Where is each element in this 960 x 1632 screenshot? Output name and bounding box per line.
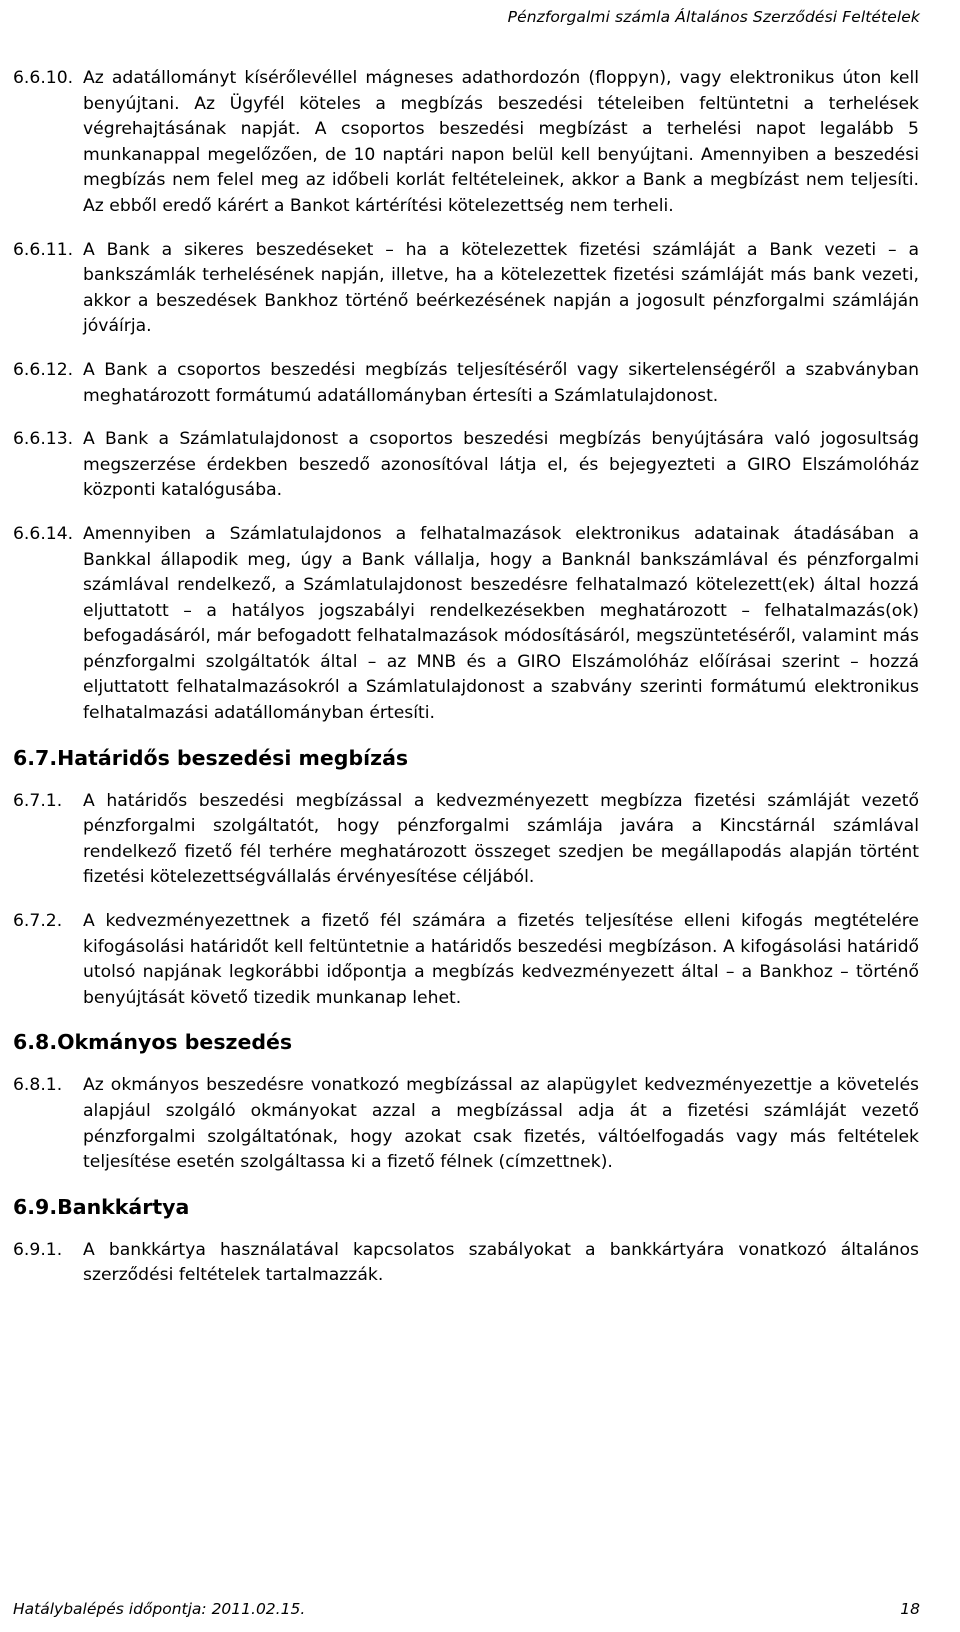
- section-heading: [13, 1194, 919, 1220]
- paragraph-number: 6.7.1.: [13, 790, 63, 811]
- section-heading: [13, 745, 919, 771]
- paragraph-text: A Bank a csoportos beszedési megbízás teljesítéséről vagy sikertelenségéről a szabványban meghatározott formátumú adatállományban értesíti a Számlatulajdonost.: [83, 359, 919, 406]
- paragraph: [13, 1238, 919, 1289]
- heading-number: 6.9.: [13, 1194, 58, 1219]
- paragraph-text: A bankkártya használatával kapcsolatos szabályokat a bankkártyára vonatkozó általános szerződési feltételek tartalmazzák.: [83, 1239, 919, 1286]
- heading-title: Bankkártya: [57, 1194, 190, 1219]
- paragraph: [13, 1073, 919, 1175]
- section-heading: [13, 1029, 919, 1055]
- paragraph-text: Az okmányos beszedésre vonatkozó megbízással az alapügylet kedvezményezettje a követelés alapjául szolgáló okmányokat azzal a megbízással adja át a fizetési számláját vezető pénzforgalmi szolgáltatónak, hogy azokat csak fizetés, váltóelfogadás vagy más feltételek teljesítése esetén szolgáltassa ki a fizető félnek (címzettnek).: [83, 1075, 919, 1173]
- paragraph: [13, 358, 919, 409]
- page-number: 18: [900, 1600, 920, 1618]
- paragraph: [13, 909, 919, 1011]
- heading-number: 6.8.: [13, 1030, 58, 1055]
- effective-date: Hatálybalépés időpontja: 2011.02.15.: [13, 1600, 306, 1618]
- heading-title: Okmányos beszedés: [57, 1030, 293, 1055]
- paragraph-number: 6.6.13.: [13, 429, 74, 450]
- paragraph-number: 6.6.14.: [13, 523, 74, 544]
- paragraph-number: 6.6.10.: [13, 68, 74, 88]
- paragraph-text: A Bank a Számlatulajdonost a csoportos beszedési megbízás benyújtására való jogosultság megszerzése érdekben beszedő azonosítóval látja el, és bejegyezteti a GIRO Elszámolóház központi katalógusába.: [83, 429, 919, 501]
- page-header: Pénzforgalmi számla Általános Szerződési Feltételek: [507, 8, 920, 26]
- paragraph: [13, 66, 919, 220]
- paragraph-number: 6.6.11.: [13, 239, 74, 260]
- paragraph-number: 6.8.1.: [13, 1075, 63, 1096]
- paragraph: [13, 427, 919, 504]
- paragraph: [13, 238, 919, 340]
- paragraph: [13, 789, 919, 891]
- paragraph-text: Az adatállományt kísérőlevéllel mágneses adathordozón (floppyn), vagy elektronikus úton kell benyújtani. Az Ügyfél köteles a megbízás beszedési tételeiben feltüntetni a terhelések végrehajtásának napját. A csoportos beszedési megbízást a terhelési napot legalább 5 munkanappal megelőzően, de 10 naptári napon belül kell benyújtani. Amennyiben a beszedési megbízás nem felel meg az időbeli korlát feltételeinek, akkor a Bank a megbízást nem teljesíti. Az ebből eredő kárért a Bankot kártérítési kötelezettség nem terheli.: [83, 68, 919, 216]
- paragraph-text: A Bank a sikeres beszedéseket – ha a kötelezettek fizetési számláját a Bank vezeti – a bankszámlák terhelésének napján, illetve, ha a kötelezettek fizetési számláját más bank vezeti, akkor a beszedések Bankhoz történő beérkezésének napján a jogosult pénzforgalmi számláján jóváírja.: [83, 239, 919, 337]
- heading-title: Határidős beszedési megbízás: [57, 745, 409, 770]
- paragraph-number: 6.9.1.: [13, 1239, 63, 1260]
- paragraph-number: 6.6.12.: [13, 359, 74, 380]
- paragraph: [13, 522, 919, 727]
- page-footer: [13, 1600, 920, 1618]
- heading-number: 6.7.: [13, 745, 58, 770]
- paragraph-text: Amennyiben a Számlatulajdonos a felhatalmazások elektronikus adatainak átadásában a Bankkal állapodik meg, úgy a Bank vállalja, hogy a Banknál bankszámlával és pénzforgalmi számlával rendelkező, a Számlatulajdonost beszedésre felhatalmazó kötelezett(ek) által hozzá eljuttatott – a hatályos jogszabályi rendelkezésekben meghatározott – felhatalmazás(ok) befogadásáról, már befogadott felhatalmazások módosításáról, megszüntetéséről, valamint más pénzforgalmi szolgáltatók által – az MNB és a GIRO Elszámolóház előírásai szerint – hozzá eljuttatott felhatalmazásokról a Számlatulajdonost a szabvány szerinti formátumú elektronikus felhatalmazási adatállományban értesíti.: [83, 523, 919, 724]
- paragraph-text: A határidős beszedési megbízással a kedvezményezett megbízza fizetési számláját vezető pénzforgalmi szolgáltatót, hogy pénzforgalmi számlája javára a Kincstárnál számlával rendelkező fizető fél terhére meghatározott összeget szedjen be megállapodás alapján történt fizetési kötelezettségvállalás érvényesítése céljából.: [83, 790, 919, 888]
- paragraph-text: A kedvezményezettnek a fizető fél számára a fizetés teljesítése elleni kifogás megtételére kifogásolási határidőt kell feltüntetnie a határidős beszedési megbízáson. A kifogásolási határidő utolsó napjának legkorábbi időpontja a megbízás kedvezményezett által – a Bankhoz – történő benyújtását követő tizedik munkanap lehet.: [83, 911, 919, 1008]
- document-body: [13, 66, 919, 1307]
- paragraph-number: 6.7.2.: [13, 911, 63, 932]
